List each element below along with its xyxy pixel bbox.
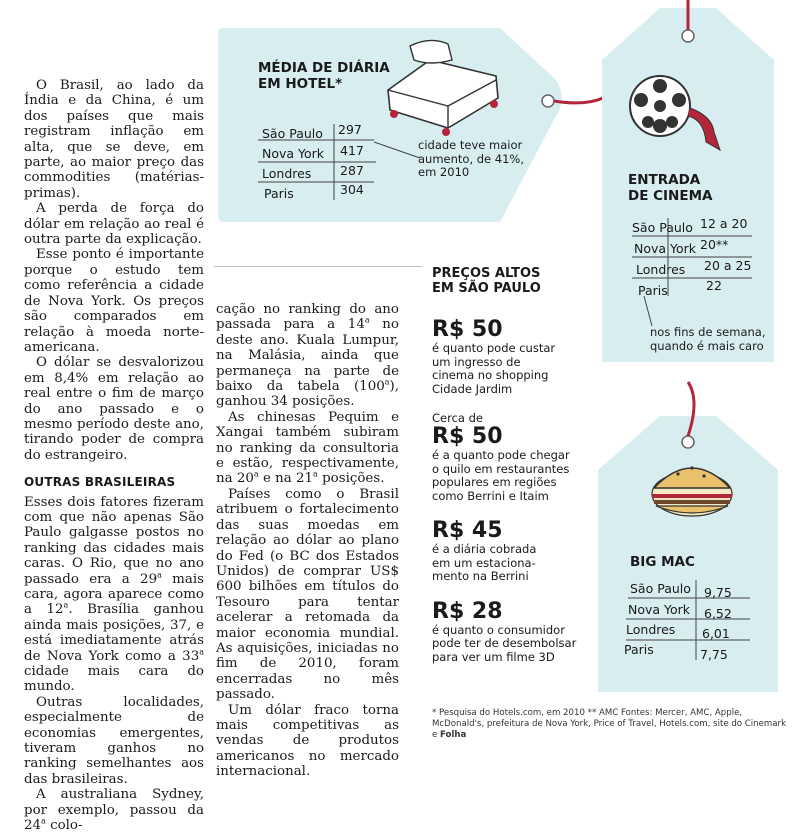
bigmac-value: 9,75 <box>704 585 732 600</box>
bigmac-tag-hole <box>682 436 694 448</box>
bigmac-value: 7,75 <box>700 647 728 662</box>
price-value: R$ 28 <box>432 598 503 624</box>
paragraph: As chinesas Pequim e Xangai também subiram no ranking da consultoria e estão, respectivamente, na 20$^a$ e na 21$^a$ posições. <box>216 409 399 487</box>
cinema-title: ENTRADA DE CINEMA <box>628 172 713 204</box>
prices-sidebar <box>432 266 602 664</box>
bigmac-city: Paris <box>624 642 654 657</box>
paragraph: O dólar se desvalorizou em 8,4% em relação ao real entre o fim de março do ano passado e o mesmo período deste ano, tirando poder de compra do estrangeiro. <box>24 355 204 463</box>
hotel-tag-hole <box>542 95 554 107</box>
hotel-value: 417 <box>340 143 364 158</box>
bigmac-value: 6,52 <box>704 606 732 621</box>
hotel-note: cidade teve maior aumento, de 41%, em 2010 <box>418 138 525 179</box>
hotel-city: Paris <box>264 186 294 201</box>
price-description: é a quanto pode chegar o quilo em restaurantes populares em regiões como Berrini e Itaim <box>432 448 570 503</box>
paragraph: Esse ponto é importante porque o estudo tem como referência a cidade de Nova York. Os preços são comparados em relação à moeda norte-americana. <box>24 247 204 355</box>
section-heading: OUTRAS BRASILEIRAS <box>24 475 176 490</box>
price-value: R$ 50 <box>432 424 503 449</box>
price-value: R$ 45 <box>432 518 503 543</box>
paragraph: O Brasil, ao lado da Índia e da China, é um dos países que mais registram inflação em alta, que se deve, em parte, ao maior preço das commodities (matérias-primas). <box>24 78 204 201</box>
hotel-value: 287 <box>340 163 364 178</box>
cinema-value: 12 a 20 <box>700 216 748 231</box>
price-description: é quanto pode custar um ingresso de cinema no shopping Cidade Jardim <box>432 341 556 396</box>
price-prefix: Cerca de <box>432 411 483 425</box>
hotel-city: São Paulo <box>262 126 323 141</box>
hotel-city: Nova York <box>262 146 325 161</box>
paragraph: Outras localidades, especialmente de economias emergentes, tiveram ganhos no ranking semelhantes aos das brasileiras. <box>24 694 204 787</box>
hotel-value: 304 <box>340 182 364 197</box>
cinema-city: São Paulo <box>632 220 693 235</box>
sources-footer: * Pesquisa do Hotels.com, em 2010 ** AMC Fontes: Mercer, AMC, Apple, McDonald's, prefeitura de Nova York, Price of Travel, Hotels.com, site do Cinemark e Folha <box>432 708 787 740</box>
bigmac-city: São Paulo <box>630 581 691 596</box>
cinema-city: Nova York <box>634 241 697 256</box>
price-description: é a diária cobrada em um estaciona- mento na Berrini <box>432 542 537 583</box>
price-description: é quanto o consumidor pode ter de desembolsar para ver um filme 3D <box>432 622 577 664</box>
bigmac-city: Nova York <box>628 602 691 617</box>
price-item <box>432 412 602 503</box>
paragraph: Esses dois fatores fizeram com que não apenas São Paulo galgasse postos no ranking das cidades mais caras. O Rio, que no ano passado era a 29$^a$ mais cara, agora aparece como a 12$^a$. Brasília ganhou ainda mais posições, 37, e está imediatamente atrás de Nova York como a 33$^a$ cidade mais cara do mundo. <box>24 494 204 695</box>
cinema-tag-hole <box>682 30 694 42</box>
bigmac-title: BIG MAC <box>630 554 695 570</box>
hotel-title: MÉDIA DE DIÁRIA EM HOTEL* <box>258 60 390 92</box>
cinema-value: 20** <box>700 237 729 252</box>
paragraph: A perda de força do dólar em relação ao real é outra parte da explicação. <box>24 201 204 248</box>
price-value: R$ 50 <box>432 317 503 342</box>
hotel-value: 297 <box>338 122 362 137</box>
paragraph: Países como o Brasil atribuem o fortalecimento das suas moedas em relação ao dólar ao plano do Fed (o BC dos Estados Unidos) de comprar US$ 600 bilhões em títulos do Tesouro para tentar acelerar a retomada da maior economia mundial. As aquisições, iniciadas no fim de 2010, foram encerradas no mês passado. <box>216 486 399 703</box>
paragraph: A australiana Sydney, por exemplo, passou da 24$^a$ colo- <box>24 787 204 834</box>
price-item <box>432 318 602 396</box>
bigmac-city: Londres <box>626 622 676 637</box>
price-item <box>432 519 602 584</box>
paragraph: Um dólar fraco torna mais competitivas as vendas de produtos americanos no mercado internacional. <box>216 702 399 780</box>
price-item <box>432 600 602 665</box>
cinema-city: Londres <box>636 262 686 277</box>
cinema-value: 22 <box>706 278 722 293</box>
paragraph: cação no ranking do ano passada para a 14$^a$ no deste ano. Kuala Lumpur, na Malásia, ainda que permaneça na parte de baixo da tabela (100$^a$), ganhou 34 posições. <box>216 302 399 410</box>
bigmac-value: 6,01 <box>702 626 730 641</box>
prices-title: PREÇOS ALTOS EM SÃO PAULO <box>432 266 541 296</box>
hotel-city: Londres <box>262 166 312 181</box>
cinema-value: 20 a 25 <box>704 258 752 273</box>
cinema-note: nos fins de semana, quando é mais caro <box>650 325 766 353</box>
cinema-city: Paris <box>638 283 668 298</box>
